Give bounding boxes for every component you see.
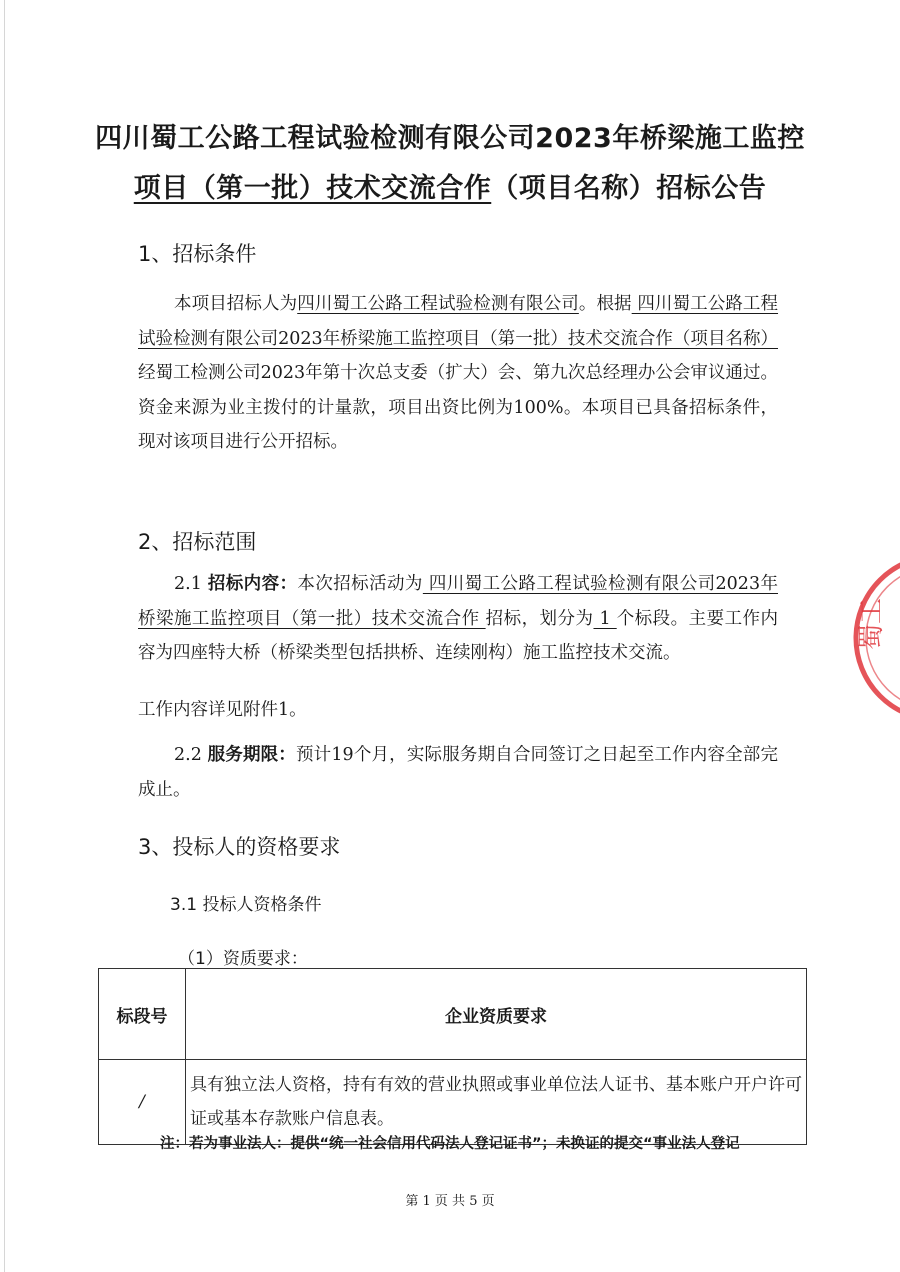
section2-2-paragraph: 2.2 服务期限：预计19个月，实际服务期自合同签订之日起至工作内容全部完成止。 <box>138 745 778 800</box>
col-header-requirement: 企业资质要求 <box>186 969 807 1060</box>
bid-content-label: 招标内容： <box>207 574 298 594</box>
section1-paragraph: 本项目招标人为四川蜀工公路工程试验检测有限公司。根据 四川蜀工公路工程试验检测有限公司2023年桥梁施工监控项目（第一批）技术交流合作（项目名称）经蜀工检测公司2023年第十次总支委（扩大）会、第九次总经理办公会审议通过。资金来源为业主拨付的计量款，项目出资比例为100%。本项目已具备招标条件，现对该项目进行公开招标。 <box>138 294 779 452</box>
col-header-section-no: 标段号 <box>99 969 186 1060</box>
bid-project-name: 四川蜀工公路工程试验检测有限公司2023年桥梁施工监控项目（第一批）技术交流合作 <box>138 574 778 629</box>
company-seal-stamp <box>848 548 900 728</box>
subsection-3-1: 3.1 投标人资格条件 <box>170 895 322 915</box>
seal-text: 蜀工 <box>857 597 887 650</box>
section2-heading: 2、招标范围 <box>138 530 257 554</box>
page-footer: 第 1 页 共 5 页 <box>405 1194 495 1209</box>
qualification-table <box>98 968 807 1145</box>
work-content-attachment-line: 工作内容详见附件1。 <box>138 700 307 720</box>
project-name: 四川蜀工公路工程试验检测有限公司2023年桥梁施工监控项目（第一批）技术交流合作（项目名称） <box>138 294 779 349</box>
table-header-row <box>99 969 807 1060</box>
section3-heading: 3、投标人的资格要求 <box>138 835 341 859</box>
document-title-line1: 四川蜀工公路工程试验检测有限公司2023年桥梁施工监控 <box>95 123 805 154</box>
title-suffix: （项目名称）招标公告 <box>491 173 767 204</box>
cell-requirement: 具有独立法人资格，持有有效的营业执照或事业单位法人证书、基本账户开户许可证或基本存款账户信息表。 <box>186 1060 807 1145</box>
section2-1-paragraph: 2.1 招标内容：本次招标活动为 四川蜀工公路工程试验检测有限公司2023年桥梁施工监控项目（第一批）技术交流合作 招标，划分为 1 个标段。主要工作内容为四座特大桥（桥梁类型包括拱桥、连续刚构）施工监控技术交流。 <box>138 574 779 663</box>
section1-heading: 1、招标条件 <box>138 242 257 266</box>
qualification-requirement-label: （1）资质要求： <box>178 949 308 969</box>
section-count: 1 <box>593 608 617 629</box>
table-note: 注：若为事业法人：提供“统一社会信用代码法人登记证书”；未换证的提交“事业法人登记 <box>160 1136 740 1152</box>
project-name-underlined: 项目（第一批）技术交流合作 <box>133 173 492 204</box>
document-title-line2 <box>0 166 900 205</box>
tenderer-name: 四川蜀工公路工程试验检测有限公司 <box>297 294 579 314</box>
cell-section-no: / <box>99 1060 186 1145</box>
service-period-label: 服务期限： <box>207 745 296 765</box>
